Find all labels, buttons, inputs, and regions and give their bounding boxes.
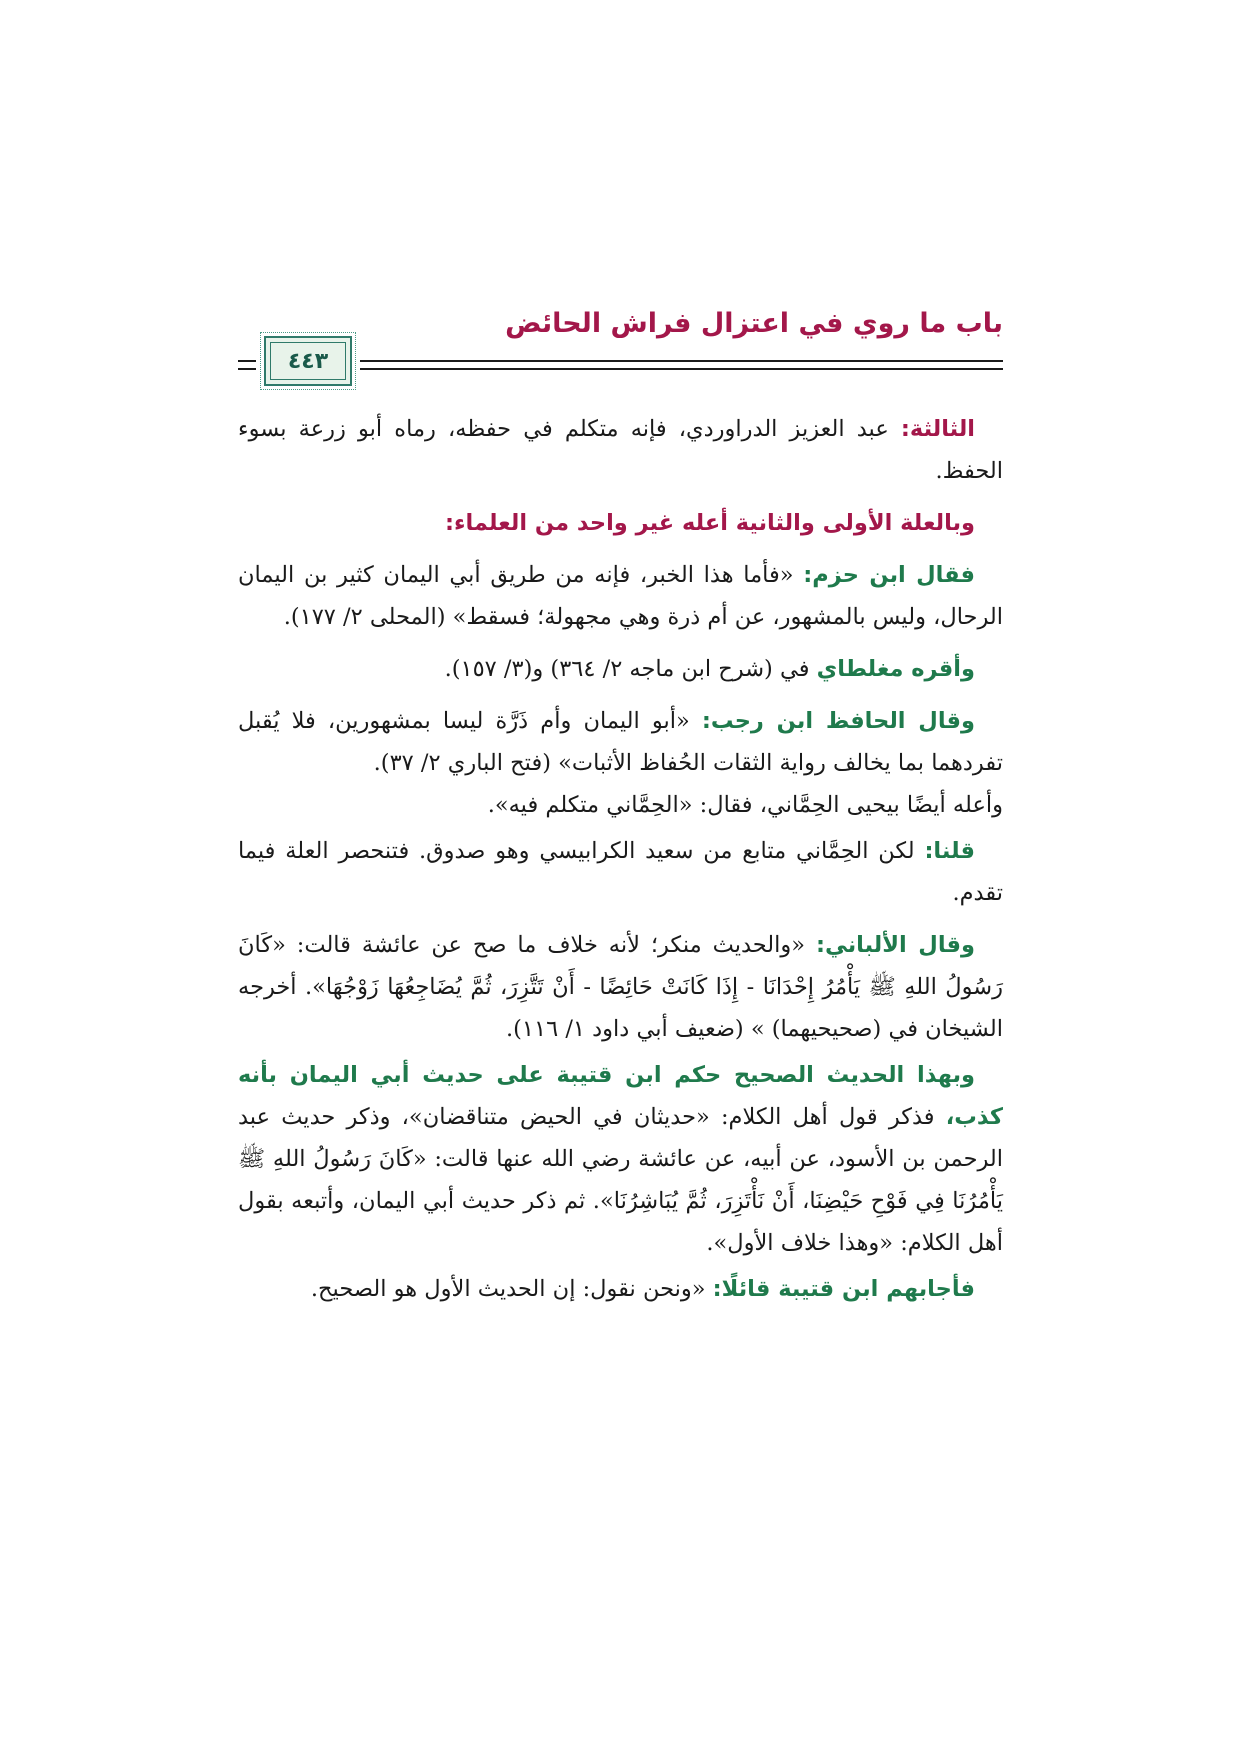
paragraph-lead: وأقره مغلطاي bbox=[816, 656, 975, 682]
paragraph-mughlatai bbox=[238, 648, 1003, 690]
page-body bbox=[238, 408, 1003, 1320]
paragraph-qulna bbox=[238, 830, 1003, 914]
paragraph-text: في (شرح ابن ماجه ٢/ ٣٦٤) و(٣/ ١٥٧). bbox=[444, 656, 817, 682]
header-rule-left-bottom bbox=[238, 368, 256, 370]
header-rule-left-top bbox=[238, 360, 256, 362]
paragraph-text: «والحديث منكر؛ لأنه خلاف ما صح عن عائشة قالت: «كَانَ رَسُولُ اللهِ ﷺ يَأْمُرُ إِحْدَانَا - إِذَا كَانَتْ حَائِضًا - أَنْ تَتَّزِرَ، ثُمَّ يُضَاجِعُهَا زَوْجُهَا». أخرجه الشيخان في (صحيحيهما) » (ضعيف أبي داود ١/ ١١٦). bbox=[238, 932, 1003, 1042]
paragraph-lead: فأجابهم ابن قتيبة قائلًا: bbox=[712, 1276, 975, 1302]
paragraph-text: لكن الحِمَّاني متابع من سعيد الكرابيسي وهو صدوق. فتنحصر العلة فيما تقدم. bbox=[238, 838, 1003, 906]
paragraph-ibn-rajab bbox=[238, 700, 1003, 826]
paragraph-text: «فأما هذا الخبر، فإنه من طريق أبي اليمان كثير بن اليمان الرحال، وليس بالمشهور، عن أم ذرة وهي مجهولة؛ فسقط» (المحلى ٢/ ١٧٧). bbox=[238, 562, 1003, 630]
paragraph-heading: وبهذا الحديث الصحيح حكم ابن قتيبة على حديث أبي اليمان بأنه كذب، bbox=[238, 1062, 1003, 1130]
page-number-badge bbox=[264, 336, 352, 386]
section-heading-scholars bbox=[238, 502, 1003, 544]
paragraph-text: «أبو اليمان وأم ذَرَّة ليسا بمشهورين، فلا يُقبل تفردهما بما يخالف رواية الثقات الحُفاظ الأثبات» (فتح الباري ٢/ ٣٧). bbox=[238, 708, 1003, 776]
section-heading: وبالعلة الأولى والثانية أعله غير واحد من العلماء: bbox=[444, 510, 975, 536]
paragraph-albani bbox=[238, 924, 1003, 1050]
paragraph-text: «ونحن نقول: إن الحديث الأول هو الصحيح. bbox=[310, 1276, 713, 1302]
paragraph-lead: الثالثة: bbox=[900, 416, 975, 442]
paragraph-ibn-qutayba-answer bbox=[238, 1268, 1003, 1310]
paragraph-lead: وقال الألباني: bbox=[815, 932, 975, 958]
paragraph-text-continued: وأعله أيضًا بيحيى الحِمَّاني، فقال: «الحِمَّاني متكلم فيه». bbox=[487, 792, 1003, 818]
page-number: ٤٤٣ bbox=[287, 348, 329, 374]
paragraph-lead: قلنا: bbox=[924, 838, 975, 864]
header-rule-right-top bbox=[360, 360, 1003, 362]
paragraph-lead: وقال الحافظ ابن رجب: bbox=[701, 708, 975, 734]
paragraph-lead: فقال ابن حزم: bbox=[803, 562, 975, 588]
paragraph-ibn-hazm bbox=[238, 554, 1003, 638]
paragraph-ibn-qutayba-ruling bbox=[238, 1054, 1003, 1264]
paragraph-text: فذكر قول أهل الكلام: «حديثان في الحيض متناقضان»، وذكر حديث عبد الرحمن بن الأسود، عن أبيه، عن عائشة رضي الله عنها قالت: «كَانَ رَسُولُ اللهِ ﷺ يَأْمُرُنَا فِي فَوْحِ حَيْضِنَا، أَنْ نَأْتَزِرَ، ثُمَّ يُبَاشِرُنَا». ثم ذكر حديث أبي اليمان، وأتبعه بقول أهل الكلام: «وهذا خلاف الأول». bbox=[238, 1104, 1003, 1256]
header-rule-right-bottom bbox=[360, 368, 1003, 370]
running-title: باب ما روي في اعتزال فراش الحائض bbox=[505, 308, 1003, 339]
paragraph-third-cause bbox=[238, 408, 1003, 492]
paragraph-text: عبد العزيز الدراوردي، فإنه متكلم في حفظه، رماه أبو زرعة بسوء الحفظ. bbox=[238, 416, 1003, 484]
page-header bbox=[238, 300, 1003, 390]
